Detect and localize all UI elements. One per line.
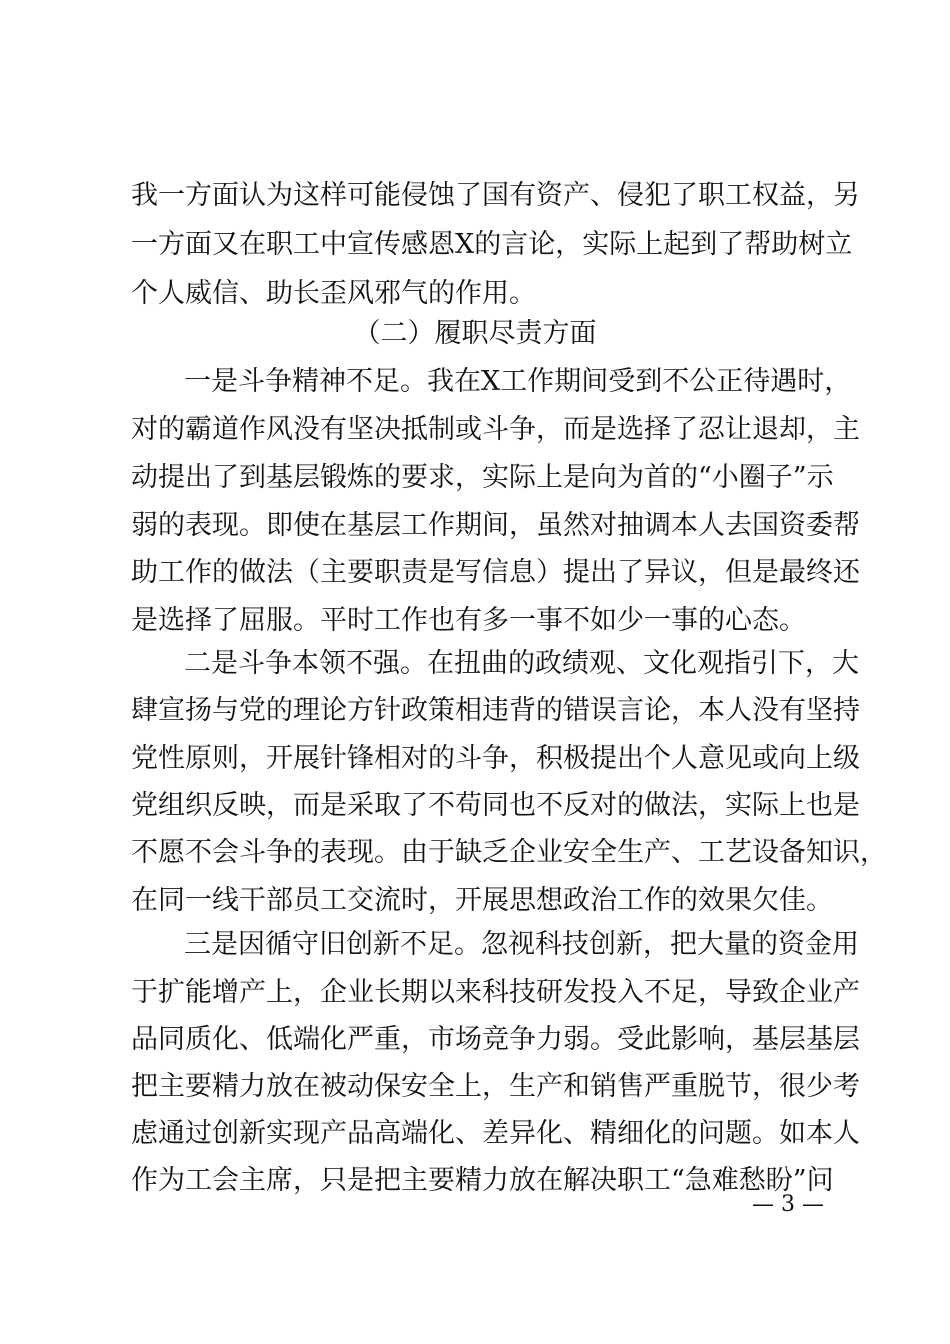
paragraph3-line-5: 虑通过创新实现产品高端化、差异化、精细化的问题。如本人 <box>131 1118 860 1149</box>
intro-line-3: 个人威信、助长歪风邪气的作用。 <box>131 278 536 309</box>
section-heading: （二）履职尽责方面 <box>353 318 597 349</box>
paragraph3-line-2: 于扩能增产上，企业长期以来科技研发投入不足，导致企业产 <box>131 977 860 1008</box>
paragraph2-line-2: 肆宣扬与党的理论方针政策相违背的错误言论，本人没有坚持 <box>131 695 860 726</box>
paragraph3-line-3: 品同质化、低端化严重，市场竞争力弱。受此影响，基层基层 <box>131 1024 860 1055</box>
paragraph2-line-5: 不愿不会斗争的表现。由于缺乏企业安全生产、工艺设备知识， <box>131 837 887 868</box>
intro-line-1: 我一方面认为这样可能侵蚀了国有资产、侵犯了职工权益，另 <box>131 180 860 211</box>
paragraph1-line-4: 弱的表现。即使在基层工作期间，虽然对抽调本人去国资委帮 <box>131 510 860 541</box>
paragraph1-line-6: 是选择了屈服。平时工作也有多一事不如少一事的心态。 <box>131 605 806 636</box>
page-number: — 3 — <box>752 1192 824 1217</box>
paragraph3-line-6: 作为工会主席，只是把主要精力放在解决职工“急难愁盼”问 <box>131 1165 834 1196</box>
paragraph3-line-1: 三是因循守旧创新不足。忽视科技创新，把大量的资金用 <box>184 929 859 960</box>
paragraph2-line-6: 在同一线干部员工交流时，开展思想政治工作的效果欠佳。 <box>131 885 833 916</box>
paragraph2-line-1: 二是斗争本领不强。在扭曲的政绩观、文化观指引下，大 <box>184 648 859 679</box>
paragraph2-line-4: 党组织反映，而是采取了不苟同也不反对的做法，实际上也是 <box>131 790 860 821</box>
paragraph1-line-5: 助工作的做法（主要职责是写信息）提出了异议，但是最终还 <box>131 557 860 588</box>
paragraph3-line-4: 把主要精力放在被动保安全上，生产和销售严重脱节，很少考 <box>131 1071 860 1102</box>
paragraph2-line-3: 党性原则，开展针锋相对的斗争，积极提出个人意见或向上级 <box>131 743 860 774</box>
paragraph1-line-3: 动提出了到基层锻炼的要求，实际上是向为首的“小圈子”示 <box>131 462 834 493</box>
paragraph1-line-1: 一是斗争精神不足。我在X工作期间受到不公正待遇时， <box>184 366 852 397</box>
intro-line-2: 一方面又在职工中宣传感恩X的言论，实际上起到了帮助树立 <box>131 229 853 260</box>
paragraph1-line-2: 对的霸道作风没有坚决抵制或斗争，而是选择了忍让退却，主 <box>131 414 860 445</box>
